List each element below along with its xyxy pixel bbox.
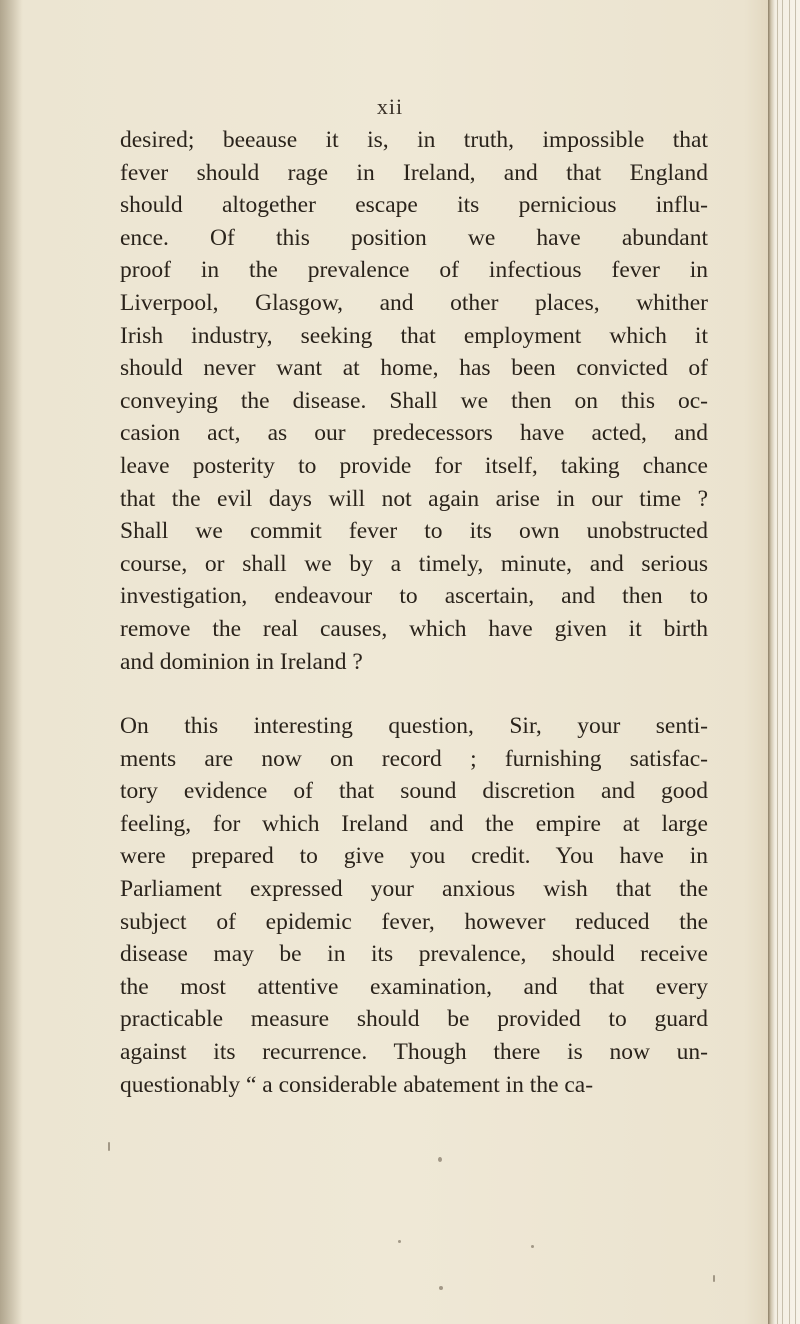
- text-line: tory evidence of that sound discretion and good: [120, 778, 708, 805]
- text-line: desired; beeause it is, in truth, impossible that: [120, 127, 708, 153]
- text-line: questionably “ a considerable abatement in the ca-: [120, 1071, 594, 1098]
- text-line: practicable measure should be provided to guard: [120, 1006, 708, 1033]
- paper-speck: [713, 1275, 715, 1282]
- text-line: Irish industry, seeking that employment which it: [120, 322, 708, 349]
- paper-speck: [439, 1286, 443, 1290]
- text-line: that the evil days will not again arise in our time ?: [120, 485, 708, 512]
- text-line: feeling, for which Ireland and the empire at large: [120, 810, 708, 837]
- page-number: xii: [376, 94, 404, 119]
- edge-line: [777, 0, 778, 1324]
- paper-speck: [438, 1157, 442, 1162]
- text-line: disease may be in its prevalence, should receive: [120, 941, 708, 968]
- paper-speck: [108, 1142, 110, 1151]
- edge-line: [789, 0, 790, 1324]
- gutter-shadow: [0, 0, 22, 1324]
- text-line: On this interesting question, Sir, your senti-: [120, 713, 708, 740]
- text-line: subject of epidemic fever, however reduced the: [120, 908, 708, 935]
- text-line: were prepared to give you credit. You have in: [120, 843, 708, 870]
- text-line: course, or shall we by a timely, minute, and serious: [120, 550, 708, 577]
- text-line: should altogether escape its pernicious influ-: [120, 192, 708, 219]
- text-line: ments are now on record ; furnishing satisfac-: [120, 745, 708, 772]
- text-line: ence. Of this position we have abundant: [120, 224, 708, 251]
- text-line: investigation, endeavour to ascertain, and then to: [120, 583, 708, 610]
- text-line: remove the real causes, which have given it birth: [120, 615, 708, 642]
- edge-line: [795, 0, 796, 1324]
- text-line: Parliament expressed your anxious wish that the: [120, 876, 708, 903]
- text-line: casion act, as our predecessors have acted, and: [120, 420, 708, 447]
- paragraph-2: [120, 710, 708, 1101]
- text-line: leave posterity to provide for itself, taking chance: [120, 452, 708, 479]
- page-fore-edge: [768, 0, 800, 1324]
- edge-line: [782, 0, 783, 1324]
- text-line: Shall we commit fever to its own unobstructed: [120, 518, 708, 545]
- paper-speck: [398, 1240, 401, 1243]
- text-line: the most attentive examination, and that every: [120, 973, 708, 1000]
- text-line: fever should rage in Ireland, and that England: [120, 159, 708, 186]
- text-line: proof in the prevalence of infectious fever in: [120, 257, 708, 284]
- text-line: Liverpool, Glasgow, and other places, whither: [120, 289, 708, 316]
- text-line: and dominion in Ireland ?: [120, 648, 363, 675]
- text-line: should never want at home, has been convicted of: [120, 355, 708, 382]
- body-text: [120, 124, 708, 1101]
- text-line: conveying the disease. Shall we then on this oc-: [120, 387, 708, 414]
- paragraph-1: [120, 124, 708, 678]
- paper-speck: [531, 1245, 534, 1248]
- text-line: against its recurrence. Though there is now un-: [120, 1039, 708, 1066]
